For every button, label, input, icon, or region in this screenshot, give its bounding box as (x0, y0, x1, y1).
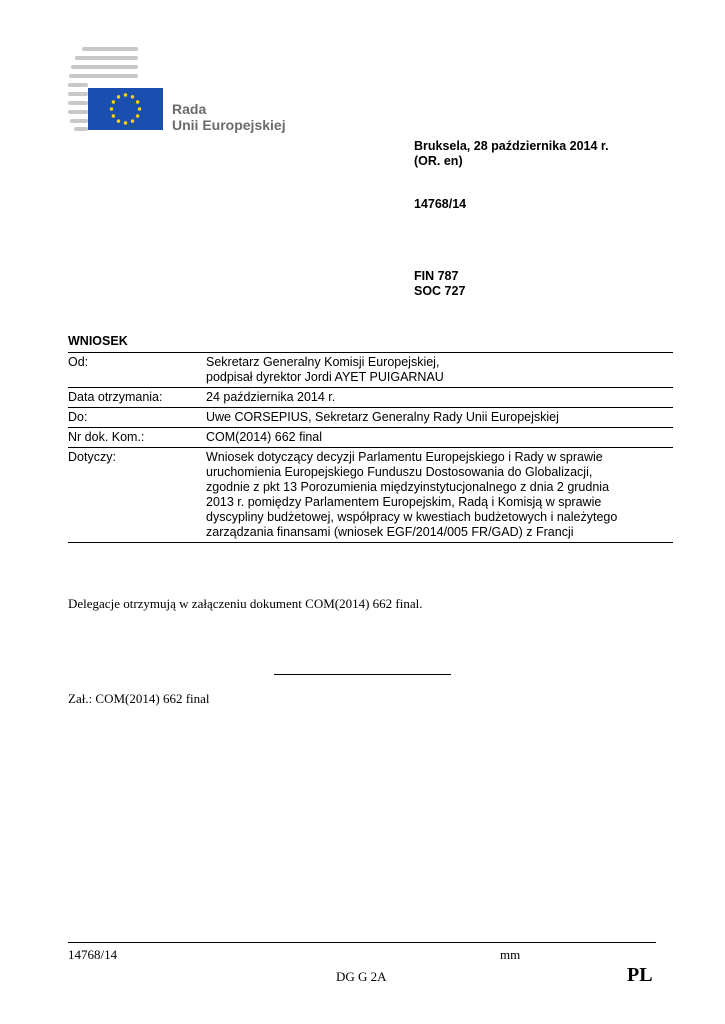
date-value: 24 października 2014 r. (206, 388, 673, 408)
table-row (68, 388, 673, 408)
star-icon (136, 100, 139, 103)
subject-line: uruchomienia Europejskiego Funduszu Dostosowania do Globalizacji, (206, 465, 593, 479)
star-icon (112, 100, 115, 103)
footer-dg: DG G 2A (336, 969, 387, 984)
annex-note: Zał.: COM(2014) 662 final (68, 691, 210, 706)
logo-line1: Rada (172, 101, 207, 117)
table-row (68, 448, 673, 543)
from-value (206, 353, 673, 388)
star-icon (117, 95, 120, 98)
from-label: Od: (68, 353, 206, 388)
to-value: Uwe CORSEPIUS, Sekretarz Generalny Rady Unii Europejskiej (206, 408, 673, 428)
subject-line: dyscypliny budżetowej, współpracy w kwestiach budżetowych i należytego (206, 510, 618, 524)
star-icon (138, 107, 141, 110)
footer-initials: mm (500, 947, 521, 962)
from-line1: Sekretarz Generalny Komisji Europejskiej, (206, 355, 440, 369)
star-icon (131, 119, 134, 122)
table-row (68, 408, 673, 428)
date-label: Data otrzymania: (68, 388, 206, 408)
body-text: Delegacje otrzymują w załączeniu dokument COM(2014) 662 final. (68, 596, 423, 611)
doc-codes (414, 269, 465, 299)
footer-language: PL (627, 964, 653, 986)
subject-value (206, 448, 673, 543)
subject-line: zgodnie z pkt 13 Porozumienia międzyinstytucjonalnego z dnia 2 grudnia (206, 480, 610, 494)
subject-line: zarządzania finansami (wniosek EGF/2014/005 FR/GAD) z Francji (206, 525, 574, 539)
star-icon (131, 95, 134, 98)
subject-line: Wniosek dotyczący decyzji Parlamentu Europejskiego i Rady w sprawie (206, 450, 603, 464)
comdoc-value: COM(2014) 662 final (206, 428, 673, 448)
header-date-block (414, 139, 609, 169)
star-icon (136, 114, 139, 117)
star-icon (124, 93, 127, 96)
original-language: (OR. en) (414, 154, 463, 168)
star-icon (124, 121, 127, 124)
subject-label: Dotyczy: (68, 448, 206, 543)
doc-type-title: WNIOSEK (68, 334, 128, 348)
subject-line: 2013 r. pomiędzy Parlamentem Europejskim, Radą i Komisją w sprawie (206, 495, 602, 509)
footer-rule (68, 942, 656, 943)
logo-line2: Unii Europejskiej (172, 117, 286, 133)
separator-line (274, 674, 451, 675)
footer-ref: 14768/14 (68, 947, 118, 962)
to-label: Do: (68, 408, 206, 428)
table-row (68, 428, 673, 448)
comdoc-label: Nr dok. Kom.: (68, 428, 206, 448)
code-fin: FIN 787 (414, 269, 459, 283)
star-icon (110, 107, 113, 110)
logo-text (172, 101, 286, 133)
doc-number: 14768/14 (414, 197, 467, 211)
star-icon (117, 119, 120, 122)
date-line: Bruksela, 28 października 2014 r. (414, 139, 609, 153)
from-line2: podpisał dyrektor Jordi AYET PUIGARNAU (206, 370, 444, 384)
cover-table (68, 352, 673, 543)
table-row (68, 353, 673, 388)
code-soc: SOC 727 (414, 284, 466, 298)
star-icon (112, 114, 115, 117)
